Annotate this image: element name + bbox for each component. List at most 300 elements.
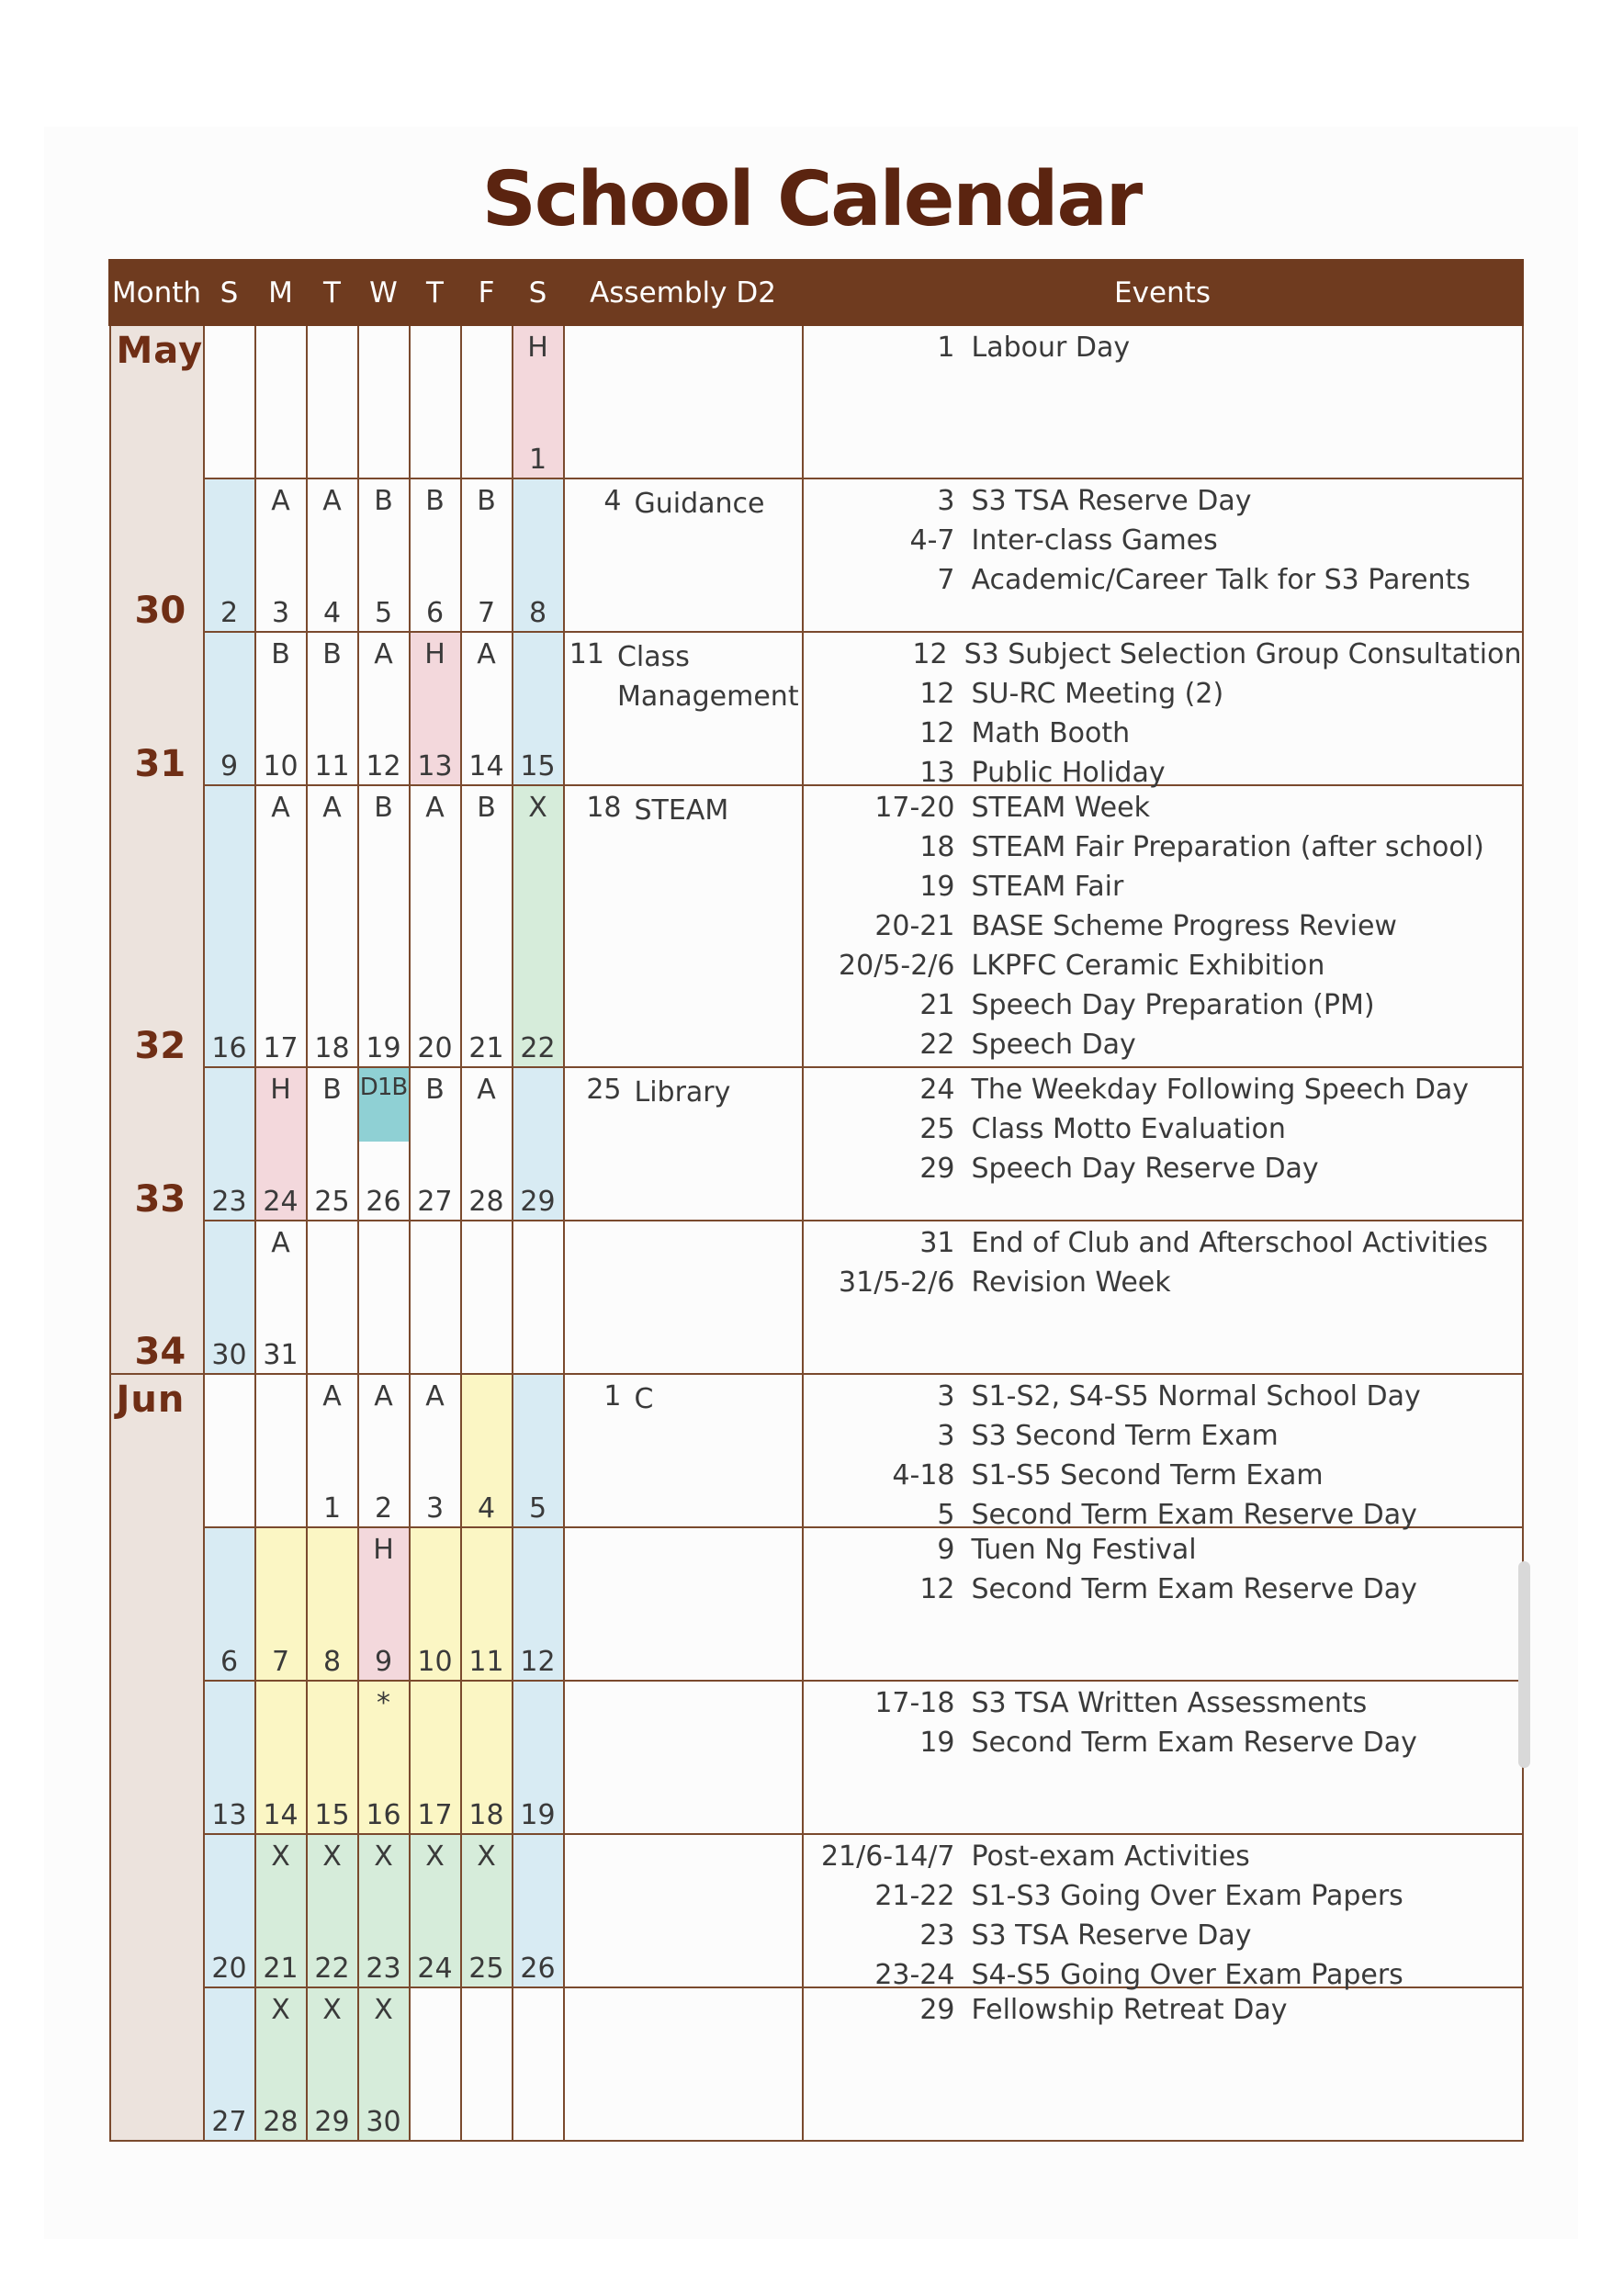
day-number: 3 — [271, 597, 290, 629]
events-cell — [803, 325, 1523, 479]
event-item — [804, 1919, 1522, 1959]
event-text: S3 TSA Reserve Day — [971, 1919, 1252, 1952]
day-cell — [204, 632, 255, 785]
scrollbar[interactable] — [1518, 1561, 1530, 1768]
day-code: X — [477, 1840, 496, 1873]
week-row — [110, 325, 1523, 479]
day-number: 1 — [528, 444, 547, 476]
day-number: 5 — [528, 1492, 547, 1525]
header-events: Events — [803, 261, 1523, 325]
events-cell — [803, 785, 1523, 1067]
header-sun: S — [204, 261, 255, 325]
event-date: 18 — [919, 831, 955, 863]
event-text: S1-S3 Going Over Exam Papers — [971, 1880, 1403, 1912]
event-item — [804, 678, 1522, 717]
event-text: STEAM Fair Preparation (after school) — [971, 831, 1484, 863]
day-code: B — [322, 638, 342, 670]
event-date: 3 — [937, 485, 955, 517]
assembly-date: 18 — [586, 792, 622, 824]
page-title: School Calendar — [481, 156, 1142, 243]
header-wed: W — [358, 261, 410, 325]
header-assembly: Assembly D2 — [564, 261, 803, 325]
week-number: 33 — [134, 1178, 186, 1221]
day-code: B — [374, 485, 393, 517]
week-row — [110, 1987, 1523, 2141]
day-cell — [204, 1681, 255, 1834]
day-cell — [255, 1987, 307, 2141]
day-cell — [307, 1987, 358, 2141]
event-item — [804, 1534, 1522, 1573]
event-item — [804, 485, 1522, 524]
day-number: 14 — [263, 1799, 299, 1831]
day-cell — [410, 632, 461, 785]
day-cell — [410, 325, 461, 479]
events-cell — [803, 1221, 1523, 1374]
event-item — [804, 524, 1522, 564]
day-number: 20 — [211, 1953, 247, 1985]
event-date: 21 — [919, 989, 955, 1021]
header-month: Month — [110, 261, 204, 325]
day-code: B — [322, 1074, 342, 1106]
header-tue: T — [307, 261, 358, 325]
day-cell — [513, 632, 564, 785]
event-item — [804, 1840, 1522, 1880]
event-date: 29 — [919, 1153, 955, 1185]
events-cell — [803, 1681, 1523, 1834]
day-cell — [255, 1374, 307, 1527]
day-cell — [513, 478, 564, 632]
event-date: 17-20 — [874, 792, 955, 824]
event-item — [804, 1994, 1522, 2033]
assembly-topic — [622, 1533, 635, 1534]
day-number: 6 — [425, 597, 445, 629]
day-cell — [513, 1681, 564, 1834]
day-code: X — [271, 1840, 290, 1873]
event-date: 4-18 — [892, 1459, 955, 1491]
event-item — [804, 1687, 1522, 1727]
day-number: 1 — [322, 1492, 342, 1525]
day-cell — [307, 1067, 358, 1221]
month-cell — [110, 632, 204, 785]
events-cell — [803, 478, 1523, 632]
week-number: 32 — [134, 1025, 186, 1067]
events-cell — [803, 1834, 1523, 1991]
day-number: 15 — [520, 750, 556, 782]
day-number: 23 — [211, 1186, 247, 1218]
day-number: 21 — [263, 1953, 299, 1985]
event-date: 24 — [919, 1074, 955, 1106]
day-cell — [307, 325, 358, 479]
day-code: A — [271, 485, 290, 517]
day-cell — [307, 1221, 358, 1374]
day-number: 18 — [314, 1032, 350, 1064]
day-number: 26 — [520, 1953, 556, 1985]
day-cell — [461, 1527, 513, 1681]
day-cell — [358, 478, 410, 632]
event-item — [804, 950, 1522, 989]
day-number: 25 — [314, 1186, 350, 1218]
day-code: B — [271, 638, 290, 670]
day-cell — [255, 1527, 307, 1681]
day-cell — [204, 785, 255, 1067]
event-date: 3 — [937, 1380, 955, 1412]
event-text: Fellowship Retreat Day — [971, 1994, 1288, 2026]
assembly-cell — [564, 1987, 803, 2141]
day-code: X — [374, 1994, 393, 2026]
assembly-cell — [564, 1527, 803, 1681]
event-text: S3 TSA Reserve Day — [971, 485, 1252, 517]
day-cell — [513, 1221, 564, 1374]
day-cell — [410, 785, 461, 1067]
assembly-date: 1 — [603, 1380, 622, 1412]
event-date: 25 — [919, 1113, 955, 1145]
day-number: 12 — [366, 750, 401, 782]
day-code: H — [373, 1534, 394, 1566]
day-cell — [204, 325, 255, 479]
day-number: 18 — [468, 1799, 504, 1831]
events-cell — [803, 1987, 1523, 2141]
day-number: 30 — [366, 2106, 401, 2138]
event-text: Post-exam Activities — [971, 1840, 1250, 1873]
event-item — [804, 871, 1522, 910]
event-item — [804, 831, 1522, 871]
event-text: Speech Day — [971, 1029, 1136, 1061]
day-number: 4 — [477, 1492, 496, 1525]
event-date: 20/5-2/6 — [839, 950, 955, 982]
event-text: Class Motto Evaluation — [971, 1113, 1286, 1145]
day-cell — [358, 1221, 410, 1374]
event-text: STEAM Week — [971, 792, 1150, 824]
day-number: 28 — [263, 2106, 299, 2138]
event-text: Speech Day Preparation (PM) — [971, 989, 1375, 1021]
event-item — [804, 638, 1522, 678]
day-number: 4 — [322, 597, 342, 629]
event-item — [804, 1459, 1522, 1499]
week-row — [110, 785, 1523, 1067]
day-cell — [307, 1374, 358, 1527]
day-cell — [255, 478, 307, 632]
day-code: A — [477, 638, 496, 670]
event-date: 4-7 — [909, 524, 955, 557]
day-number: 10 — [263, 750, 299, 782]
day-cell — [255, 1221, 307, 1374]
assembly-topic: C — [634, 1383, 654, 1415]
month-label: Jun — [116, 1379, 186, 1421]
day-cell — [461, 1987, 513, 2141]
header-mon: M — [255, 261, 307, 325]
month-cell — [110, 785, 204, 1067]
week-number: 30 — [134, 590, 186, 632]
week-number: 31 — [134, 743, 186, 785]
day-cell — [204, 1067, 255, 1221]
day-code: B — [425, 1074, 445, 1106]
month-cell — [110, 1067, 204, 1221]
day-number: 9 — [374, 1646, 393, 1678]
day-cell — [255, 1681, 307, 1834]
day-code: A — [322, 1380, 342, 1412]
event-text: S3 TSA Written Assessments — [971, 1687, 1368, 1719]
day-code: D1B — [359, 1074, 408, 1101]
day-cell — [358, 785, 410, 1067]
day-code: B — [374, 792, 393, 824]
event-item — [804, 1380, 1522, 1420]
event-date: 9 — [937, 1534, 955, 1566]
event-item — [804, 1227, 1522, 1266]
day-number: 2 — [374, 1492, 393, 1525]
event-date: 31 — [919, 1227, 955, 1259]
day-cell — [255, 785, 307, 1067]
month-cell — [110, 1834, 204, 1987]
month-cell — [110, 1987, 204, 2141]
day-number: 29 — [314, 2106, 350, 2138]
day-number: 15 — [314, 1799, 350, 1831]
week-row — [110, 1527, 1523, 1681]
event-date: 22 — [919, 1029, 955, 1061]
event-text: Second Term Exam Reserve Day — [971, 1499, 1417, 1531]
event-date: 13 — [919, 757, 955, 789]
event-text: The Weekday Following Speech Day — [971, 1074, 1470, 1106]
event-text: Speech Day Reserve Day — [971, 1153, 1319, 1185]
event-item — [804, 1266, 1522, 1306]
day-code: H — [527, 332, 548, 364]
day-code: A — [322, 485, 342, 517]
event-item — [804, 1420, 1522, 1459]
assembly-topic: Library — [634, 1076, 731, 1109]
day-number: 27 — [211, 2106, 247, 2138]
day-cell — [410, 1527, 461, 1681]
events-cell — [803, 1527, 1523, 1681]
event-date: 12 — [919, 717, 955, 749]
day-number: 23 — [366, 1953, 401, 1985]
calendar-table — [108, 259, 1524, 2142]
day-cell — [513, 325, 564, 479]
month-cell — [110, 1374, 204, 1527]
day-number: 22 — [520, 1032, 556, 1064]
month-cell — [110, 1527, 204, 1681]
event-text: LKPFC Ceramic Exhibition — [971, 950, 1325, 982]
day-cell — [307, 632, 358, 785]
event-item — [804, 1029, 1522, 1068]
day-code: B — [477, 792, 496, 824]
week-number: 34 — [134, 1331, 186, 1373]
day-number: 19 — [366, 1032, 401, 1064]
day-cell — [461, 478, 513, 632]
month-label: May — [116, 330, 204, 372]
assembly-topic — [622, 331, 635, 332]
day-cell — [513, 785, 564, 1067]
event-item — [804, 1880, 1522, 1919]
day-number: 13 — [211, 1799, 247, 1831]
day-cell — [255, 632, 307, 785]
day-code: H — [424, 638, 445, 670]
day-cell — [204, 1527, 255, 1681]
assembly-topic — [622, 1993, 635, 1994]
day-cell — [307, 1527, 358, 1681]
day-cell — [307, 1681, 358, 1834]
day-number: 24 — [417, 1953, 453, 1985]
week-row — [110, 1221, 1523, 1374]
assembly-topic: STEAM — [634, 794, 729, 827]
event-date: 31/5-2/6 — [839, 1266, 955, 1299]
day-code: A — [425, 792, 445, 824]
week-row — [110, 478, 1523, 632]
day-number: 5 — [374, 597, 393, 629]
day-number: 28 — [468, 1186, 504, 1218]
events-cell — [803, 632, 1523, 789]
month-cell — [110, 1221, 204, 1374]
calendar-body — [110, 325, 1523, 2142]
day-cell — [358, 1374, 410, 1527]
assembly-cell — [564, 325, 803, 479]
day-cell — [410, 1987, 461, 2141]
day-cell — [358, 1834, 410, 1987]
day-number: 8 — [528, 597, 547, 629]
event-date: 1 — [937, 332, 955, 364]
day-cell — [410, 1374, 461, 1527]
header-sat: S — [513, 261, 564, 325]
header-fri: F — [461, 261, 513, 325]
day-cell — [358, 632, 410, 785]
day-cell — [461, 1374, 513, 1527]
day-cell — [410, 1834, 461, 1987]
week-row — [110, 632, 1523, 785]
week-row — [110, 1374, 1523, 1527]
event-date: 19 — [919, 1727, 955, 1759]
day-number: 13 — [417, 750, 453, 782]
day-cell — [255, 1834, 307, 1987]
day-cell — [513, 1987, 564, 2141]
week-row — [110, 1067, 1523, 1221]
assembly-topic: Guidance — [634, 488, 765, 520]
event-item — [804, 792, 1522, 831]
day-cell — [204, 1834, 255, 1987]
assembly-cell — [564, 478, 803, 632]
assembly-cell — [564, 1067, 803, 1221]
day-cell — [461, 1681, 513, 1834]
event-date: 21-22 — [874, 1880, 955, 1912]
day-cell — [307, 478, 358, 632]
event-item — [804, 910, 1522, 950]
day-number: 10 — [417, 1646, 453, 1678]
event-date: 19 — [919, 871, 955, 903]
day-code: B — [425, 485, 445, 517]
event-date: 29 — [919, 1994, 955, 2026]
day-number: 30 — [211, 1339, 247, 1371]
event-text: Academic/Career Talk for S3 Parents — [971, 564, 1471, 596]
day-number: 17 — [263, 1032, 299, 1064]
event-date: 12 — [912, 638, 948, 670]
day-number: 11 — [468, 1646, 504, 1678]
day-code: A — [271, 1227, 290, 1259]
day-cell — [410, 478, 461, 632]
day-cell — [255, 325, 307, 479]
day-code: A — [271, 792, 290, 824]
day-cell — [461, 785, 513, 1067]
event-date: 17-18 — [874, 1687, 955, 1719]
day-number: 19 — [520, 1799, 556, 1831]
day-number: 22 — [314, 1953, 350, 1985]
event-text: S3 Second Term Exam — [971, 1420, 1279, 1452]
day-number: 7 — [477, 597, 496, 629]
day-number: 9 — [220, 750, 239, 782]
day-cell — [358, 325, 410, 479]
day-number: 26 — [366, 1186, 401, 1218]
day-cell — [461, 1834, 513, 1987]
day-cell — [204, 478, 255, 632]
day-code: A — [322, 792, 342, 824]
day-code: A — [425, 1380, 445, 1412]
event-date: 3 — [937, 1420, 955, 1452]
month-cell — [110, 1681, 204, 1834]
event-item — [804, 1573, 1522, 1613]
day-number: 7 — [271, 1646, 290, 1678]
event-date: 7 — [937, 564, 955, 596]
day-number: 8 — [322, 1646, 342, 1678]
assembly-topic — [622, 1226, 635, 1227]
day-cell — [410, 1067, 461, 1221]
day-code: X — [322, 1994, 342, 2026]
day-number: 16 — [366, 1799, 401, 1831]
day-cell — [358, 1527, 410, 1681]
day-number: 29 — [520, 1186, 556, 1218]
assembly-cell — [564, 632, 803, 785]
day-code: * — [377, 1687, 390, 1719]
day-code: X — [425, 1840, 445, 1873]
day-cell — [204, 1221, 255, 1374]
day-number: 25 — [468, 1953, 504, 1985]
day-cell — [358, 1987, 410, 2141]
day-number: 21 — [468, 1032, 504, 1064]
assembly-cell — [564, 1834, 803, 1987]
day-cell — [204, 1987, 255, 2141]
day-cell — [461, 325, 513, 479]
day-cell — [358, 1681, 410, 1834]
event-date: 5 — [937, 1499, 955, 1531]
day-number: 31 — [263, 1339, 299, 1371]
event-text: BASE Scheme Progress Review — [971, 910, 1397, 942]
day-cell — [461, 632, 513, 785]
day-code: B — [477, 485, 496, 517]
event-text: SU-RC Meeting (2) — [971, 678, 1224, 710]
event-date: 20-21 — [874, 910, 955, 942]
event-item — [804, 717, 1522, 757]
day-code: X — [271, 1994, 290, 2026]
assembly-cell — [564, 1681, 803, 1834]
event-text: Tuen Ng Festival — [971, 1534, 1197, 1566]
assembly-topic: Class Management — [616, 641, 799, 713]
event-text: S4-S5 Going Over Exam Papers — [971, 1959, 1403, 1991]
event-date: 12 — [919, 1573, 955, 1605]
day-number: 24 — [263, 1186, 299, 1218]
week-row — [110, 1681, 1523, 1834]
assembly-cell — [564, 1374, 803, 1527]
events-cell — [803, 1067, 1523, 1221]
assembly-cell — [564, 785, 803, 1067]
event-text: S1-S5 Second Term Exam — [971, 1459, 1324, 1491]
event-date: 23-24 — [874, 1959, 955, 1991]
assembly-date: 25 — [586, 1074, 622, 1106]
event-text: S1-S2, S4-S5 Normal School Day — [971, 1380, 1421, 1412]
event-item — [804, 564, 1522, 603]
day-cell — [255, 1067, 307, 1221]
header-row — [110, 261, 1523, 325]
event-text: S3 Subject Selection Group Consultation — [964, 638, 1522, 670]
day-code: X — [528, 792, 547, 824]
day-cell — [513, 1067, 564, 1221]
day-number: 27 — [417, 1186, 453, 1218]
day-number: 3 — [425, 1492, 445, 1525]
event-date: 12 — [919, 678, 955, 710]
